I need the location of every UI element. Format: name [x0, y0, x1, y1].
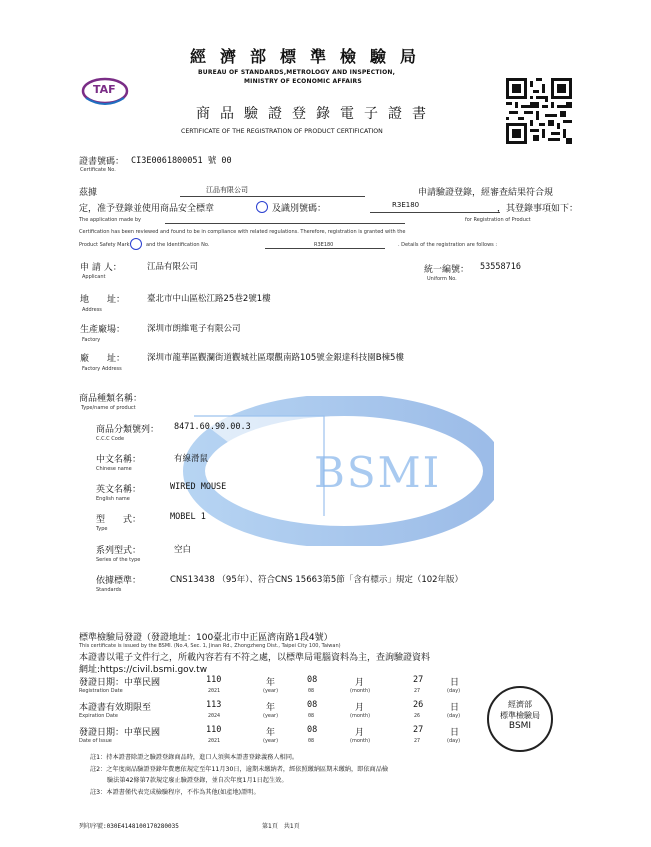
cert-no-label: 證書號碼： — [79, 157, 125, 167]
bsmi-seal — [487, 686, 553, 752]
reg-month-unit: 月 — [355, 678, 365, 688]
issue-date-label-en: Date of Issue — [79, 738, 112, 744]
intro-line2-b: 及識別號碼： — [272, 204, 327, 214]
cert-title-en: CERTIFICATE OF THE REGISTRATION OF PRODUCT CERTIFICATION — [181, 128, 383, 135]
series-label: 系列型式： — [96, 546, 142, 556]
seal-line1: 經濟部 — [508, 700, 532, 709]
intro-en3-a: Product Safety Mark — [79, 242, 130, 248]
issue-date-day: 27 — [413, 725, 424, 735]
address-label-en: Address — [82, 307, 102, 313]
cert-no-label-en: Certificate No. — [80, 167, 116, 173]
issuer-line1: 標準檢驗局發證（發證地址：100臺北市中正區濟南路1段4號） — [79, 633, 333, 643]
issue-date-label: 發證日期：中華民國 — [79, 728, 161, 738]
ccc-value: 8471.60.90.00.3 — [174, 422, 251, 432]
factory-address-label: 廠 址： — [80, 354, 126, 364]
issue-year-unit-en: (year) — [263, 738, 279, 744]
intro-line2-c: ，其登錄事項如下： — [497, 204, 579, 214]
factory-address-value: 深圳市龍華區觀瀾街道觀城社區環觀南路105號金銀達科技園B棟5樓 — [147, 353, 404, 363]
page-number: 第1頁 共1頁 — [262, 823, 300, 830]
bureau-title-en: BUREAU OF STANDARDS,METROLOGY AND INSPECTION, — [198, 69, 396, 76]
intro-applicant-name: 江品有限公司 — [206, 186, 248, 194]
issue-year-unit: 年 — [266, 728, 276, 738]
exp-day-unit-en: (day) — [447, 713, 461, 719]
bsmi-watermark-text: BSMI — [314, 448, 442, 497]
applicant-value: 江品有限公司 — [147, 262, 199, 272]
reg-date-roc: 110 — [206, 675, 222, 685]
exp-date-roc: 113 — [206, 700, 222, 710]
uniform-no-label-en: Uniform No. — [427, 276, 457, 282]
cn-name-label: 中文名稱： — [96, 455, 142, 465]
reg-date-label: 發證日期：中華民國 — [79, 678, 161, 688]
standard-label-en: Standards — [96, 587, 122, 593]
address-value: 臺北市中山區松江路25巷2號1樓 — [147, 294, 271, 304]
model-value: MOBEL 1 — [170, 512, 206, 522]
note-2b: 驗法第42條第7款規定廢止驗證登錄，並自次年度1月1日起生效。 — [107, 777, 288, 784]
issuer-url[interactable]: 網址:https://civil.bsmi.gov.tw — [79, 665, 208, 675]
ccc-label: 商品分類號列： — [96, 425, 160, 435]
factory-value: 深圳市朗維電子有限公司 — [147, 324, 241, 334]
exp-date-ad: 2024 — [208, 713, 221, 719]
issue-date-ad: 2021 — [208, 738, 221, 744]
en-name-value: WIRED MOUSE — [170, 482, 227, 492]
print-serial: 列印序號:030E4148100170280035 — [79, 823, 179, 830]
issue-day-unit: 日 — [450, 728, 460, 738]
cert-title-zh: 商品驗證登錄電子證書 — [196, 106, 436, 122]
uniform-no-value: 53558716 — [480, 262, 521, 272]
reg-date-ad: 2021 — [208, 688, 221, 694]
product-type-label-en: Type/name of product — [81, 405, 136, 411]
reg-day-unit-en: (day) — [447, 688, 461, 694]
ccc-label-en: C.C.C Code — [96, 436, 125, 442]
bureau-title-zh: 經濟部標準檢驗局 — [190, 47, 431, 66]
note-1: 註1：持本證書除證之驗證登錄商品時，進口人須與本證書登錄義務人相同。 — [90, 754, 299, 761]
taf-logo-text: TAF — [93, 83, 116, 96]
issue-day-unit-en: (day) — [447, 738, 461, 744]
reg-date-day: 27 — [413, 675, 424, 685]
exp-date-day: 26 — [413, 700, 424, 710]
issue-date-month: 08 — [307, 725, 318, 735]
exp-month-unit-en: (month) — [350, 713, 371, 719]
issuer-line1-en: This certificate is issued by the BSMI. (No.4, Sec. 1, Jinan Rd., Zhongzheng Dist., Taipei City 100, Taiwan) — [79, 643, 341, 649]
seal-line3: BSMI — [508, 721, 532, 731]
model-label-en: Type — [96, 526, 108, 532]
intro-en2: Certification has been reviewed and found to be in compliance with related regulations. Therefore, registration is granted with the — [79, 229, 406, 235]
series-value: 空白 — [174, 545, 192, 555]
issue-date-roc: 110 — [206, 725, 222, 735]
intro-underline-4 — [265, 248, 385, 249]
applicant-label-en: Applicant — [82, 274, 106, 280]
bsmi-watermark — [174, 396, 494, 546]
intro-en1-b: for Registration of Product — [465, 217, 531, 223]
reg-date-day-en: 27 — [414, 688, 421, 694]
intro-underline-1 — [180, 196, 365, 197]
issue-date-month-en: 08 — [308, 738, 315, 744]
factory-label: 生產廠場： — [80, 325, 126, 335]
series-label-en: Series of the type — [96, 557, 141, 563]
intro-underline-2 — [370, 212, 500, 213]
issue-month-unit: 月 — [355, 728, 365, 738]
factory-label-en: Factory — [82, 337, 101, 343]
exp-date-label-en: Expiration Date — [79, 713, 118, 719]
cert-no-value: CI3E0061800051 號 00 — [131, 156, 232, 166]
issuer-line2: 本證書以電子文件行之，所載內容若有不符之處，以標準局電腦資料為主，查詢驗證資料 — [79, 653, 431, 663]
uniform-no-label: 統一編號： — [424, 265, 470, 275]
exp-date-day-en: 26 — [414, 713, 421, 719]
safety-mark-icon — [256, 201, 268, 213]
issue-month-unit-en: (month) — [350, 738, 371, 744]
intro-line2-a: 定，准予登錄並使用商品安全標章 — [79, 204, 215, 214]
en-name-label: 英文名稱： — [96, 485, 142, 495]
intro-en3-id: R3E180 — [314, 242, 334, 248]
exp-date-month-en: 08 — [308, 713, 315, 719]
reg-day-unit: 日 — [450, 678, 460, 688]
intro-underline-3 — [165, 223, 405, 224]
model-label: 型 式： — [96, 515, 142, 525]
standard-label: 依據標準： — [96, 576, 142, 586]
reg-date-month: 08 — [307, 675, 318, 685]
intro-en3-b: and the Identification No. — [146, 242, 210, 248]
standard-value: CNS13438 （95年）、符合CNS 15663第5節「含有標示」規定（102年版） — [170, 575, 464, 585]
note-3: 註3：本證書僅代表完成檢驗程序，不作為其他(如產地)證明。 — [90, 789, 260, 796]
intro-en3-c: . Details of the registration are follows : — [398, 242, 498, 248]
exp-year-unit: 年 — [266, 703, 276, 713]
cn-name-value: 有線滑鼠 — [174, 454, 209, 464]
exp-month-unit: 月 — [355, 703, 365, 713]
intro-line1-b: 申請驗證登錄，經審查結果符合規 — [418, 188, 554, 198]
en-name-label-en: English name — [96, 496, 130, 502]
exp-date-label: 本證書有效期限至 — [79, 703, 152, 713]
reg-date-label-en: Registration Date — [79, 688, 123, 694]
safety-mark-icon-en — [130, 238, 142, 250]
reg-year-unit: 年 — [266, 678, 276, 688]
cn-name-label-en: Chinese name — [96, 466, 132, 472]
exp-date-month: 08 — [307, 700, 318, 710]
issue-date-day-en: 27 — [414, 738, 421, 744]
taf-logo — [80, 76, 130, 110]
applicant-label: 申 請 人： — [80, 263, 122, 273]
reg-month-unit-en: (month) — [350, 688, 371, 694]
intro-en1: The application made by — [79, 217, 141, 223]
address-label: 地 址： — [80, 295, 126, 305]
intro-id-no: R3E180 — [392, 201, 420, 209]
qr-code — [506, 78, 572, 144]
exp-day-unit: 日 — [450, 703, 460, 713]
note-2: 註2：之年度商品驗證登錄年費應依規定至年11月30日，逾期未繳納者，經依照繳納區期未繳納，即依商品檢 — [90, 766, 389, 773]
ministry-title-en: MINISTRY OF ECONOMIC AFFAIRS — [244, 78, 362, 85]
product-type-label: 商品種類名稱： — [79, 394, 143, 404]
reg-date-month-en: 08 — [308, 688, 315, 694]
intro-line1-a: 茲據 — [79, 188, 98, 198]
seal-line2: 標準檢驗局 — [500, 711, 540, 720]
reg-year-unit-en: (year) — [263, 688, 279, 694]
exp-year-unit-en: (year) — [263, 713, 279, 719]
factory-address-label-en: Factory Address — [82, 366, 122, 372]
